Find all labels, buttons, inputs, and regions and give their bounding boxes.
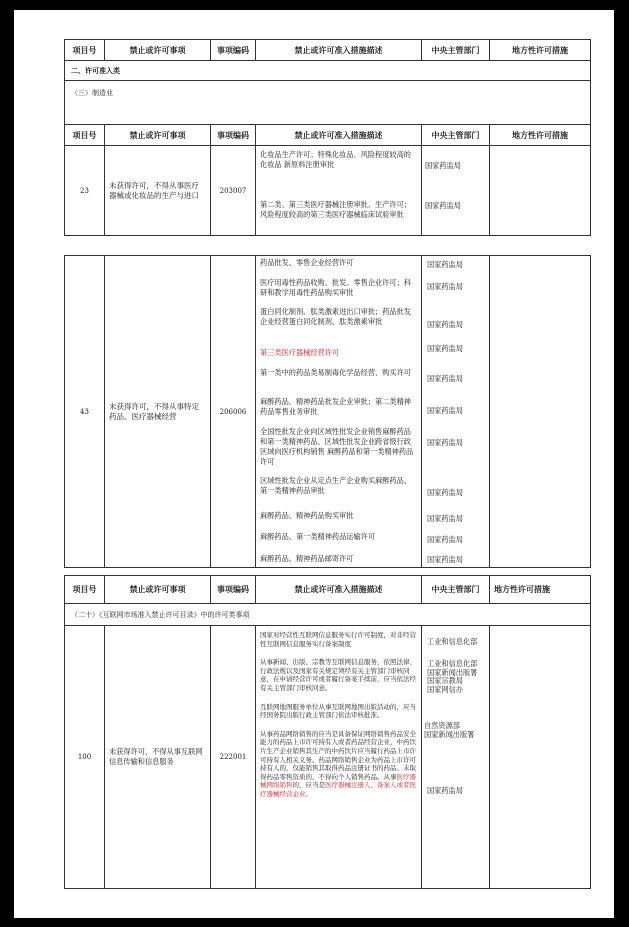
row-43-desc-8: 区域性批发企业从定点生产企业购买麻醉药品、第一类精神药品审批 [260,476,411,495]
header-item-no: 项目号 [65,40,105,61]
row-43-desc-6: 麻醉药品、精神药品批发企业审批；第二类精神药品零售业务审批 [260,397,411,416]
row-43-dept-7: 国家药监局 [427,438,463,447]
row-100-local [490,626,591,889]
row-43-dept-9: 国家药监局 [427,514,463,523]
row-43-dept-10: 国家药监局 [427,535,463,544]
row-23-dept-1: 国家药监局 [425,161,461,170]
header-local: 地方性许可措施 [490,576,591,604]
header-dept: 中央主管部门 [422,125,490,146]
row-100-desc-4: 从事药品网络销售的应当是具备保证网络销售药品安全能力的药品上市许可持有人或者药品经营企业，中药饮片生产企业销售其生产的中药饮片应当履行药品上市许可持有人相关义务。药品网络销售企业为药品上市许可持有人的，仅能销售其取得药品注册证书的药品。未取得药品零售资质的，不得向个人销售药品。从事医疗器械网络销售的，应当是医疗器械注册人、备案人或者医疗器械经营企业。 [260,729,416,798]
row-43-no: 43 [65,256,105,568]
row-23-code: 203007 [211,146,256,236]
section-title-licensing: 二、许可准入类 [65,61,591,81]
header-item: 禁止或许可事项 [105,40,211,61]
row-43-local [490,256,591,568]
row-23-desc-1: 化妆品生产许可；特殊化妆品、风险程度较高的化妆品 新原料注册审批 [260,150,411,169]
row-23-item: 未获得许可，不得从事医疗器械或化妆品的生产与进口 [105,146,211,236]
row-23-dept-2: 国家药监局 [425,201,461,210]
header-code: 事项编码 [211,40,256,61]
header-item-no: 项目号 [65,576,105,604]
row-43-desc-1: 药品批发、零售企业经营许可 [260,258,354,267]
row-23-dept [422,146,490,236]
row-100-desc-2: 从事新闻、出版、宗教等互联网信息服务，依照法律、行政法规以及国家有关规定须经有关主管部门审核同意，在申请经营许可或者履行备案手续前，应当依法经 有关主管部门审核同意。 [260,658,416,692]
row-100-desc-3: 互联网地图服务单位从事互联网地图出版活动的，应当经国务院出版行政主管部门依法审核批准。 [260,702,416,720]
section-title-manufacturing: （三）制造业 [65,81,591,125]
row-43-desc-4: 第三类医疗器械经营许可 [260,348,340,357]
header-item: 禁止或许可事项 [105,125,211,146]
table-drug-operation [64,255,591,568]
header-item: 禁止或许可事项 [105,576,211,604]
header-desc: 禁止或许可准入措施描述 [256,40,422,61]
header-desc: 禁止或许可准入措施描述 [256,125,422,146]
row-23-no: 23 [65,146,105,236]
row-23-local [490,146,591,236]
header-dept: 中央主管部门 [422,40,490,61]
row-23-desc [256,146,422,236]
row-43-dept [422,256,490,568]
row-100-dept-4: 国家药监局 [427,786,463,795]
row-43-desc-11: 麻醉药品、精神药品邮寄许可 [260,554,354,563]
row-43-desc-3: 蛋白同化制剂、肽类激素进出口审批；药品批发企业经营蛋白同化制剂、肽类激素审批 [260,307,411,326]
row-100-desc-4-highlight-2: 医疗器械注册人、备案人或者医疗器械经营企业。 [260,781,416,798]
row-43-desc [256,256,422,568]
row-43-dept-1: 国家药监局 [427,260,463,269]
row-100-desc-1: 国家对经营性互联网信息服务实行许可制度，对非经营 性互联网信息服务实行备案制度 [260,631,416,648]
header-local: 地方性许可措施 [490,40,591,61]
header-local: 地方性许可措施 [490,125,591,146]
table-row [65,626,591,889]
table-header-row [65,40,591,61]
row-43-code: 206006 [211,256,256,568]
row-43-desc-7: 全国性批发企业向区域性批发企业销售麻醉药品和第一类精神药品、区域性批发企业跨省级行政区域向医疗机构销售 麻醉药品和第一类精神药品许可 [260,427,414,466]
header-code: 事项编码 [211,125,256,146]
table-header-row [65,125,591,146]
document-page [14,10,614,918]
row-43-desc-9: 麻醉药品、精神药品购买审批 [260,511,354,520]
header-dept: 中央主管部门 [422,576,490,604]
row-100-desc-4-highlight-1: 医疗器械网络销售 [260,772,416,790]
row-100-dept [422,626,490,889]
row-43-dept-8: 国家药监局 [427,488,463,497]
section-title-internet: （二十）《互联网市场准入禁止许可目录》中的许可类事项 [65,604,591,626]
header-desc: 禁止或许可准入措施描述 [256,576,422,604]
table-row [65,256,591,568]
row-100-dept-2: 工业和信息化部 国家新闻出版署 国家宗教局 国家网信办 [427,659,478,694]
row-43-desc-2: 医疗用毒性药品收购、批发、零售企业许可；科研和教学用毒性药品购买审批 [260,278,411,297]
row-43-dept-6: 国家药监局 [427,406,463,415]
table-header-row [65,576,591,604]
table-manufacturing [64,39,591,236]
row-43-desc-10: 麻醉药品、第一类精神药品运输许可 [260,532,376,541]
row-100-desc-block [260,631,416,799]
row-100-dept-1: 工业和信息化部 [427,637,478,646]
table-row [65,146,591,236]
header-item-no: 项目号 [65,125,105,146]
row-43-dept-11: 国家药监局 [427,555,463,564]
row-23-desc-2: 第二类、第三类医疗器械注册审批、生产许可；风险程度较高的第三类医疗器械临床试验审批 [260,200,411,219]
row-43-dept-4: 国家药监局 [427,344,463,353]
table-internet [64,575,591,889]
row-100-dept-3: 自然资源部 国家新闻出版署 [424,721,475,739]
row-100-no: 100 [65,626,105,889]
row-43-dept-5: 国家药监局 [427,374,463,383]
row-43-dept-2: 国家药监局 [427,282,463,291]
row-100-desc [256,626,422,889]
row-100-item: 未获得许可，不得从事互联网信息传输和信息服务 [105,626,211,889]
row-100-code: 222001 [211,626,256,889]
row-43-item: 未获得许可，不得从事特定药品、医疗器械经营 [105,256,211,568]
row-43-desc-5: 第一类中的药品类易制毒化学品经营、购买许可 [260,368,411,377]
header-code: 事项编码 [211,576,256,604]
row-43-dept-3: 国家药监局 [427,320,463,329]
